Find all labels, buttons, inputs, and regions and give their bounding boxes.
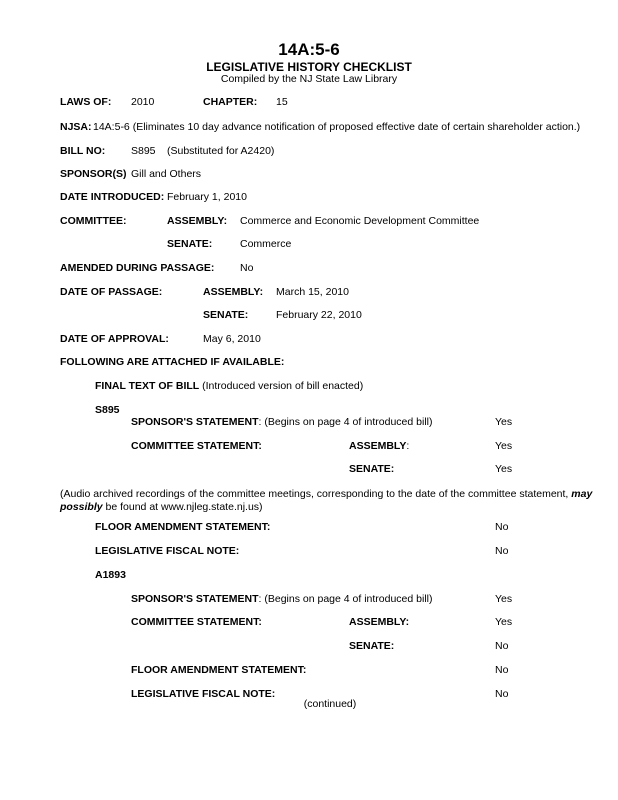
committee-assembly-value: Commerce and Economic Development Committee: [240, 215, 480, 227]
date-of-approval-value: May 6, 2010: [203, 333, 261, 345]
a1893-sponsor-statement-note: : (Begins on page 4 of introduced bill): [258, 593, 433, 605]
bill-no-label: BILL NO:: [60, 145, 106, 157]
amended-label: AMENDED DURING PASSAGE:: [60, 262, 215, 274]
njsa-value: 14A:5-6 (Eliminates 10 day advance notification of proposed effective date of certain shareholder action.): [93, 121, 581, 133]
s895-sponsor-statement-label: SPONSOR'S STATEMENT: [131, 416, 259, 428]
attached-heading: FOLLOWING ARE ATTACHED IF AVAILABLE:: [60, 356, 285, 368]
amended-value: No: [240, 262, 254, 274]
date-of-approval-label: DATE OF APPROVAL:: [60, 333, 169, 345]
audio-archive-note: [60, 488, 605, 514]
final-text-label: FINAL TEXT OF BILL: [95, 380, 200, 392]
a1893-sponsor-statement-value: Yes: [495, 593, 513, 605]
date-of-passage-label: DATE OF PASSAGE:: [60, 286, 163, 298]
audio-note-emphasis: may possibly: [60, 488, 593, 513]
a1893-fiscal-note-label: LEGISLATIVE FISCAL NOTE:: [131, 688, 276, 700]
s895-committee-statement-label: COMMITTEE STATEMENT:: [131, 440, 262, 452]
bill-no-value: S895: [131, 145, 156, 157]
audio-note-text: (Audio archived recordings of the committee meetings, corresponding to the date of the committee statement,: [60, 488, 572, 500]
a1893-sponsor-statement-label: SPONSOR'S STATEMENT: [131, 593, 259, 605]
s895-sponsor-statement: [131, 416, 433, 429]
njsa-label: NJSA:: [60, 121, 92, 133]
a1893-label: A1893: [95, 569, 126, 581]
a1893-assembly-value: Yes: [495, 616, 513, 628]
audio-note-text-after: be found at www.njleg.state.nj.us): [102, 501, 263, 513]
bill-substitution-note: (Substituted for A2420): [167, 145, 275, 157]
a1893-floor-amendment-label: FLOOR AMENDMENT STATEMENT:: [131, 664, 307, 676]
s895-assembly: [349, 440, 409, 453]
a1893-committee-statement-label: COMMITTEE STATEMENT:: [131, 616, 262, 628]
s895-assembly-colon: :: [406, 440, 410, 452]
final-text-line: [95, 380, 363, 393]
chapter-label: CHAPTER:: [203, 96, 258, 108]
s895-senate-value: Yes: [495, 463, 513, 475]
laws-of-label: LAWS OF:: [60, 96, 112, 108]
s895-label: S895: [95, 404, 120, 416]
date-introduced-value: February 1, 2010: [167, 191, 247, 203]
committee-senate-value: Commerce: [240, 238, 292, 250]
s895-assembly-label: ASSEMBLY: [349, 440, 407, 452]
document-title: 14A:5-6: [278, 40, 340, 59]
floor-amendment-value: No: [495, 521, 509, 533]
a1893-senate-value: No: [495, 640, 509, 652]
date-introduced-label: DATE INTRODUCED:: [60, 191, 165, 203]
committee-senate-label: SENATE:: [167, 238, 213, 250]
compiled-by: Compiled by the NJ State Law Library: [220, 73, 398, 85]
s895-assembly-value: Yes: [495, 440, 513, 452]
final-text-note: (Introduced version of bill enacted): [202, 380, 364, 392]
fiscal-note-label: LEGISLATIVE FISCAL NOTE:: [95, 545, 240, 557]
fiscal-note-value: No: [495, 545, 509, 557]
passage-assembly-value: March 15, 2010: [276, 286, 349, 298]
continued-note: (continued): [303, 698, 357, 710]
floor-amendment-label: FLOOR AMENDMENT STATEMENT:: [95, 521, 271, 533]
a1893-senate-label: SENATE:: [349, 640, 395, 652]
s895-sponsor-statement-note: : (Begins on page 4 of introduced bill): [258, 416, 433, 428]
chapter-value: 15: [276, 96, 288, 108]
passage-senate-label: SENATE:: [203, 309, 249, 321]
a1893-floor-amendment-value: No: [495, 664, 509, 676]
committee-assembly-label: ASSEMBLY:: [167, 215, 228, 227]
committee-label: COMMITTEE:: [60, 215, 127, 227]
passage-senate-value: February 22, 2010: [276, 309, 362, 321]
a1893-sponsor-statement: [131, 593, 433, 606]
s895-senate-label: SENATE:: [349, 463, 395, 475]
passage-assembly-label: ASSEMBLY:: [203, 286, 264, 298]
laws-of-value: 2010: [131, 96, 155, 108]
a1893-fiscal-note-value: No: [495, 688, 509, 700]
a1893-assembly-label: ASSEMBLY:: [349, 616, 410, 628]
sponsors-value: Gill and Others: [131, 168, 202, 180]
sponsors-label: SPONSOR(S): [60, 168, 127, 180]
s895-sponsor-statement-value: Yes: [495, 416, 513, 428]
document-subtitle: LEGISLATIVE HISTORY CHECKLIST: [206, 60, 412, 74]
